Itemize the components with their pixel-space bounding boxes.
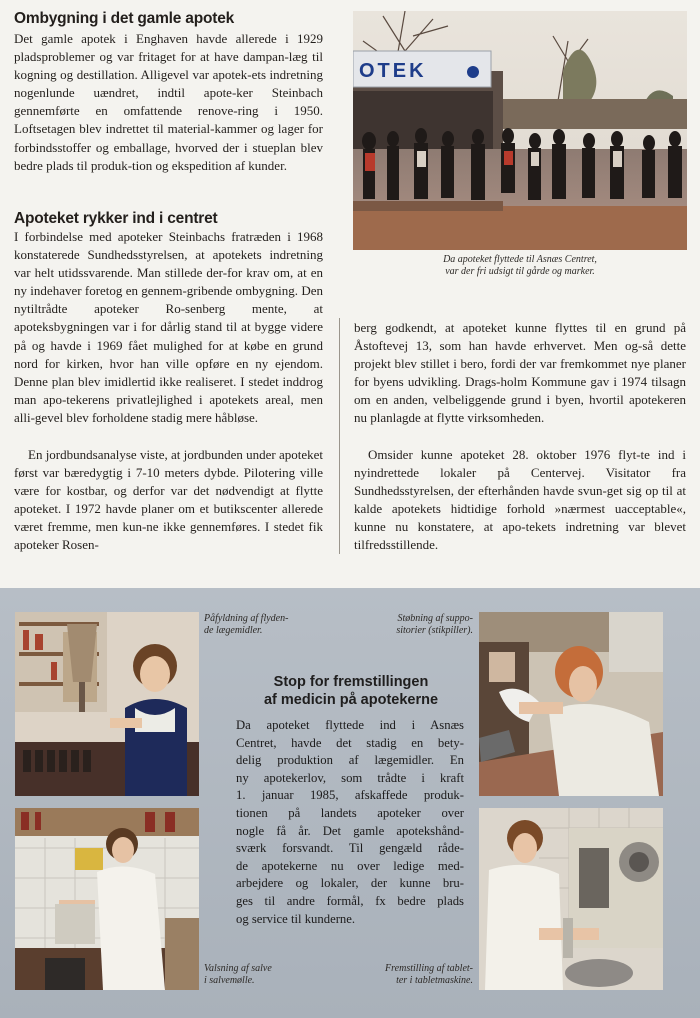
sidebar-title xyxy=(236,673,466,709)
right-column-paragraph-2: Omsider kunne apoteket 28. oktober 1976 flyt-te ind i nyindrettede lokaler på Centervej. Visitator fra Sundhedsstyrelsen, der efterhånden havde svun-get sig op til at kalde apotekets hidtidige forhold »nærmest uacceptable«, kunne nu konstatere, at apo-tekets indretning var blevet tilfredsstillende. xyxy=(354,447,686,553)
liquid-filling-caption-line-2: de lægemidler. xyxy=(204,625,263,636)
sidebar-title-line-2: af medicin på apotekerne xyxy=(263,692,439,708)
liquid-filling-caption xyxy=(204,613,294,637)
tablet-machine-photo xyxy=(479,808,663,990)
section2-paragraph-2: En jordbundsanalyse viste, at jordbunden under apoteket først var bæredygtig i 7-10 meters dybde. Pilotering ville være for kostbar, og derfor var det nødvendigt at flytte apoteket. I 1972 havde planer om et butikscenter allerede været fremme, men kun-ne ikke gennemføres. I stedet fik apoteker Rosen- xyxy=(14,447,323,553)
suppository-casting-caption xyxy=(366,613,473,637)
sidebar-body-line: delig produktion af lægemidler. En xyxy=(236,753,464,768)
sidebar-body-line: ges til andre formål, fx bedre plads xyxy=(236,893,464,908)
sidebar-body-line: og service til kunderne. xyxy=(236,911,356,926)
sidebar-body-line: ny apotekerlov, som trådte i kraft xyxy=(236,770,464,785)
column-divider xyxy=(339,318,340,554)
sidebar-title-line-1: Stop for fremstillingen xyxy=(273,674,429,690)
ointment-rolling-photo xyxy=(15,808,199,990)
storefront-photo-caption xyxy=(353,254,687,278)
suppository-casting-photo xyxy=(479,612,663,796)
sidebar-body-line: tionen på landets apoteker over xyxy=(236,805,464,820)
section2-paragraph-1: I forbindelse med apoteker Steinbachs fratræden i 1968 konstaterede Sundhedsstyrelsen, at apotekets indretning var helt utidssvarende. Man stillede der-for krav om, at en ny indehaver foretog en gennem-gribende ombygning. Den nytiltrådte apoteker Ro-senberg mente, at apoteksbygningen var i for dårlig stand til at bygge videre på og havde i 1969 fået mulighed for at købe en grund nord for kirken, hvor han ville opføre en ny ejendom. Denne plan blev imidlertid ikke realiseret. I stedet inddrog man apo-tekerens privatlejlighed i apotekets areal, men alli-gevel blev forholdene stadig mere håbløse. xyxy=(14,229,323,425)
storefront-sign-text: OTEK xyxy=(359,60,427,82)
sidebar-body-line: de apotekerne nu over ledige med- xyxy=(236,858,464,873)
storefront-caption-line-2: var der fri udsigt til gårde og marker. xyxy=(445,266,595,277)
sidebar-body-line: nogle få år. Det gamle apotekshånd- xyxy=(236,823,464,838)
sidebar-body-line: Centret, havde det stadig en bety- xyxy=(236,735,464,750)
tablet-machine-caption xyxy=(350,963,473,987)
sidebar-body-line: sværk forsvandt. Til gengæld råde- xyxy=(236,841,464,856)
ointment-rolling-caption xyxy=(204,963,294,987)
suppository-caption-line-2: sitorier (stikpiller). xyxy=(396,625,473,636)
sidebar-body-line: 1. januar 1985, afskaffede produk- xyxy=(236,788,464,803)
section2-heading: Apoteket rykker ind i centret xyxy=(14,210,218,227)
section1-heading: Ombygning i det gamle apotek xyxy=(14,10,235,27)
sidebar-body-line: Da apoteket flyttede ind i Asnæs xyxy=(236,718,464,732)
storefront-caption-line-1: Da apoteket flyttede til Asnæs Centret, xyxy=(443,254,597,265)
tablet-caption-line-2: ter i tabletmaskine. xyxy=(396,975,473,986)
sidebar-body xyxy=(236,717,464,928)
liquid-filling-caption-line-1: Påfyldning af flyden- xyxy=(204,613,289,624)
pharmacy-storefront-photo xyxy=(353,11,687,250)
ointment-caption-line-1: Valsning af salve xyxy=(204,963,272,974)
section1-paragraph: Det gamle apotek i Enghaven havde allerede i 1929 pladsproblemer og var fritaget for at have dampan-læg til kogning og destillation. Alligevel var apotek-ets indretning nogenlunde uændret, indtil apote-ker Steinbach gennemførte en omfattende renove-ring i 1950. Loftsetagen blev indrettet til material-kammer og lager for forbindsstoffer og emballage, hvorved der i stueplan blev bedre plads til produk-tion og ekspedition af kunder. xyxy=(14,31,323,173)
liquid-filling-photo xyxy=(15,612,199,796)
sidebar-body-line: arbejdere og lokaler, der kunne bru- xyxy=(236,876,464,891)
right-column-paragraph-1: berg godkendt, at apoteket kunne flyttes til en grund på Åstoftevej 13, som han havde erhvervet. Men og-så dette projekt blev stillet i bero, fordi der var fremkommet nye planer for byens udvikling. Drags-holm Kommune gav i 1974 tilsagn om en anden, velbeliggende grund i byen, hvortil apotekeren nu planlagde at flytte virksomheden. xyxy=(354,320,686,426)
tablet-caption-line-1: Fremstilling af tablet- xyxy=(385,963,473,974)
suppository-caption-line-1: Støbning af suppo- xyxy=(397,613,473,624)
ointment-caption-line-2: i salvemølle. xyxy=(204,975,255,986)
